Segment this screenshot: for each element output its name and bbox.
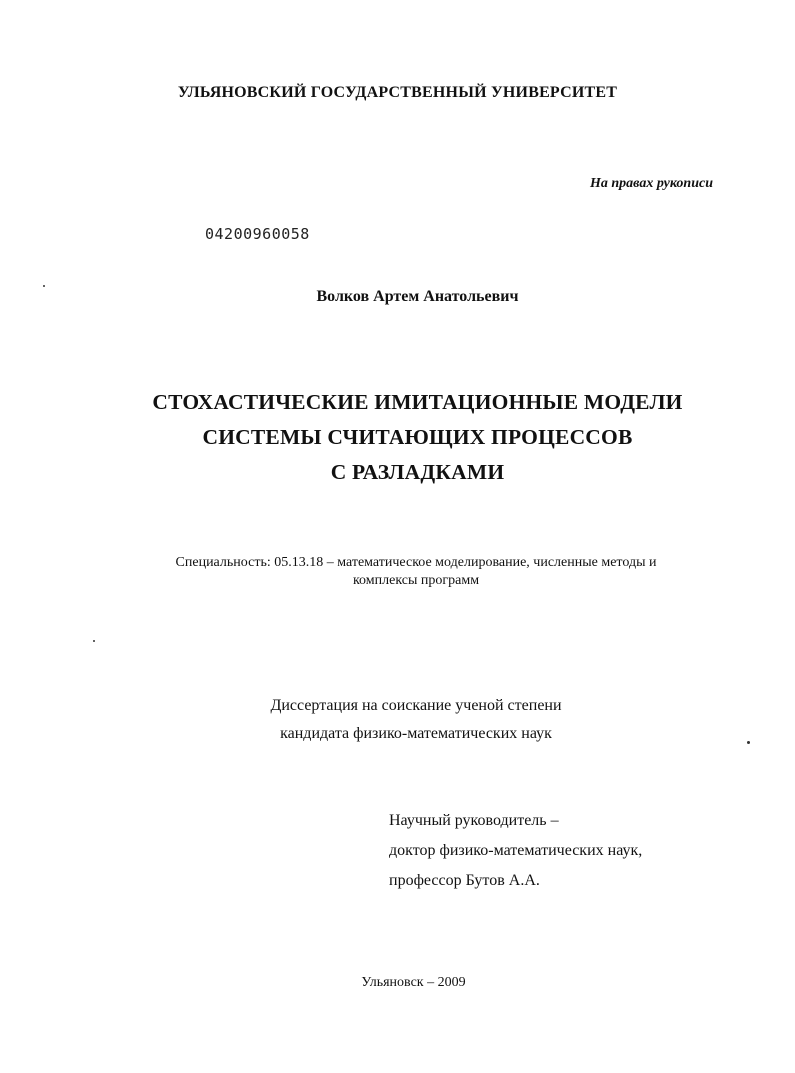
specialty-line-2: комплексы программ bbox=[352, 573, 480, 588]
degree-statement bbox=[0, 692, 795, 748]
city-year: Ульяновск – 2009 bbox=[361, 975, 466, 990]
scan-speck bbox=[747, 741, 750, 744]
degree-line-1: Диссертация на соискание ученой степени bbox=[270, 697, 562, 714]
scan-speck bbox=[93, 640, 95, 642]
supervisor-line-2: доктор физико-математических наук, bbox=[389, 842, 643, 859]
title-line-3: С РАЗЛАДКАМИ bbox=[330, 460, 505, 484]
title-line-1: СТОХАСТИЧЕСКИЕ ИМИТАЦИОННЫЕ МОДЕЛИ bbox=[152, 390, 683, 414]
specialty bbox=[0, 554, 795, 590]
degree-line-2: кандидата физико-математических наук bbox=[280, 725, 552, 742]
supervisor-line-1: Научный руководитель – bbox=[389, 812, 559, 829]
supervisor-line-3: профессор Бутов А.А. bbox=[389, 872, 540, 889]
title-line-2: СИСТЕМЫ СЧИТАЮЩИХ ПРОЦЕССОВ bbox=[202, 425, 633, 449]
specialty-line-1: Специальность: 05.13.18 – математическое моделирование, численные методы и bbox=[175, 555, 657, 570]
manuscript-note: На правах рукописи bbox=[590, 176, 713, 191]
author-name: Волков Артем Анатольевич bbox=[316, 288, 519, 305]
registration-code: 04200960058 bbox=[205, 225, 310, 243]
supervisor-block bbox=[389, 806, 642, 896]
university-name: УЛЬЯНОВСКИЙ ГОСУДАРСТВЕННЫЙ УНИВЕРСИТЕТ bbox=[177, 84, 618, 101]
dissertation-title bbox=[0, 385, 795, 490]
scan-speck bbox=[43, 285, 45, 287]
